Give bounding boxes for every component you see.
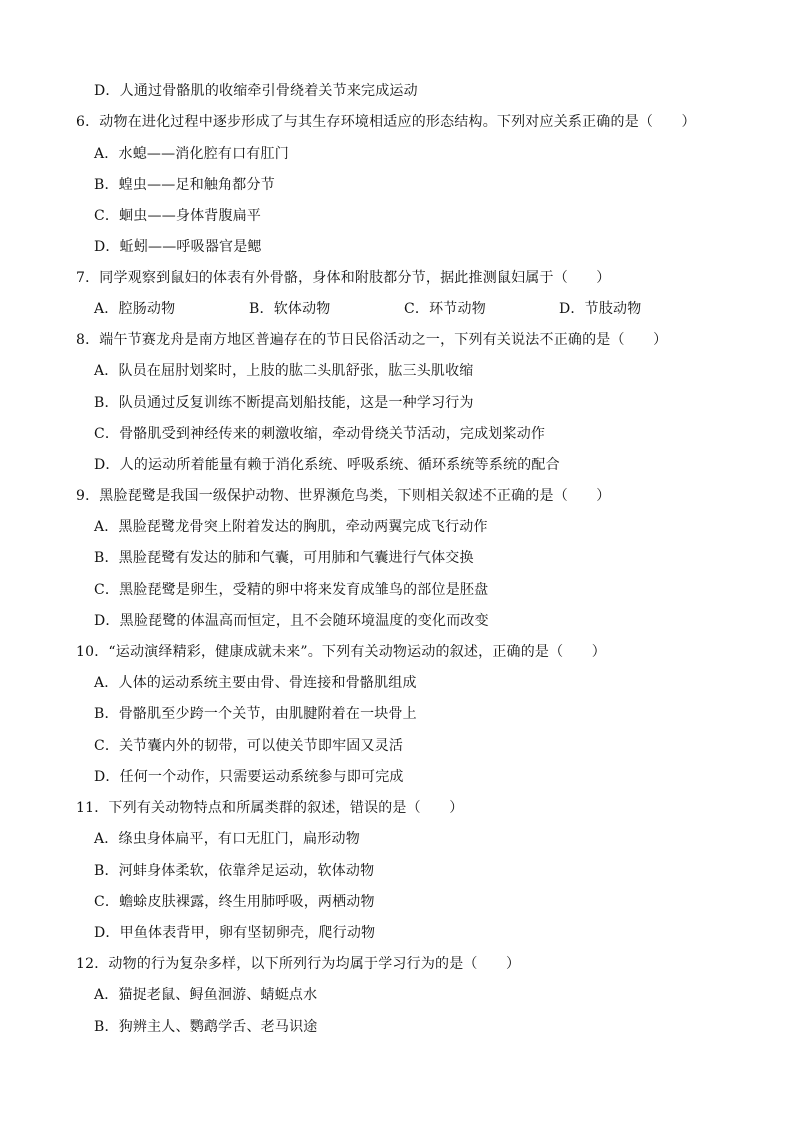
q9-option-c: C．黑脸琵鹭是卵生，受精的卵中将来发育成雏鸟的部位是胚盘	[94, 582, 489, 598]
q8-option-b: B．队员通过反复训练不断提高划船技能，这是一种学习行为	[94, 395, 474, 411]
question-12: 12．动物的行为复杂多样，以下所列行为均属于学习行为的是（ ）	[76, 956, 521, 972]
question-10: 10．“运动演绎精彩，健康成就未来”。下列有关动物运动的叙述，正确的是（ ）	[76, 644, 606, 660]
q7-option-b: B．软体动物	[249, 301, 331, 317]
q9-option-b: B．黑脸琵鹭有发达的肺和气囊，可用肺和气囊进行气体交换	[94, 550, 474, 566]
q5-option-d: D．人通过骨骼肌的收缩牵引骨绕着关节来完成运动	[94, 83, 418, 99]
q12-option-a: A．猫捉老鼠、鲟鱼洄游、蜻蜓点水	[94, 987, 318, 1003]
q11-option-d: D．甲鱼体表背甲，卵有坚韧卵壳，爬行动物	[94, 925, 376, 941]
q9-option-d: D．黑脸琵鹭的体温高而恒定，且不会随环境温度的变化而改变	[94, 613, 489, 629]
question-7: 7．同学观察到鼠妇的体表有外骨骼，身体和附肢都分节，据此推测鼠妇属于（ ）	[76, 270, 611, 286]
q8-option-c: C．骨骼肌受到神经传来的刺激收缩，牵动骨绕关节活动，完成划桨动作	[94, 426, 546, 442]
q6-option-a: A．水螅——消化腔有口有肛门	[94, 146, 289, 162]
question-6: 6．动物在进化过程中逐步形成了与其生存环境相适应的形态结构。下列对应关系正确的是（ ）	[76, 114, 696, 130]
q11-option-b: B．河蚌身体柔软，依靠斧足运动，软体动物	[94, 863, 375, 879]
q11-option-c: C．蟾蜍皮肤裸露，终生用肺呼吸，两栖动物	[94, 894, 375, 910]
q8-option-d: D．人的运动所着能量有赖于消化系统、呼吸系统、循环系统等系统的配合	[94, 457, 560, 473]
q12-option-b: B．狗辨主人、鹦鹉学舌、老马识途	[94, 1019, 318, 1035]
q10-option-a: A．人体的运动系统主要由骨、骨连接和骨骼肌组成	[94, 675, 417, 691]
q7-option-a: A．腔肠动物	[94, 301, 176, 317]
q10-option-c: C．关节囊内外的韧带，可以使关节即牢固又灵活	[94, 738, 404, 754]
question-11: 11．下列有关动物特点和所属类群的叙述，错误的是（ ）	[76, 800, 464, 816]
q6-option-d: D．蚯蚓——呼吸器官是鳃	[94, 239, 262, 255]
q9-option-a: A．黑脸琵鹭龙骨突上附着发达的胸肌，牵动两翼完成飞行动作	[94, 519, 488, 535]
q10-option-b: B．骨骼肌至少跨一个关节，由肌腱附着在一块骨上	[94, 706, 417, 722]
q11-option-a: A．绦虫身体扁平，有口无肛门，扁形动物	[94, 831, 360, 847]
question-9: 9．黑脸琵鹭是我国一级保护动物、世界濒危鸟类，下则相关叙述不正确的是（ ）	[76, 488, 611, 504]
q10-option-d: D．任何一个动作，只需要运动系统参与即可完成	[94, 769, 404, 785]
q6-option-b: B．蝗虫——足和触角都分节	[94, 177, 275, 193]
question-8: 8．端午节赛龙舟是南方地区普遍存在的节日民俗活动之一，下列有关说法不正确的是（ ）	[76, 332, 668, 348]
q8-option-a: A．队员在屈肘划桨时，上肢的肱二头肌舒张，肱三头肌收缩	[94, 363, 474, 379]
q7-options-row	[94, 299, 714, 319]
q7-option-d: D．节肢动物	[559, 301, 642, 317]
q6-option-c: C．蛔虫——身体背腹扁平	[94, 208, 262, 224]
q7-option-c: C．环节动物	[404, 301, 486, 317]
